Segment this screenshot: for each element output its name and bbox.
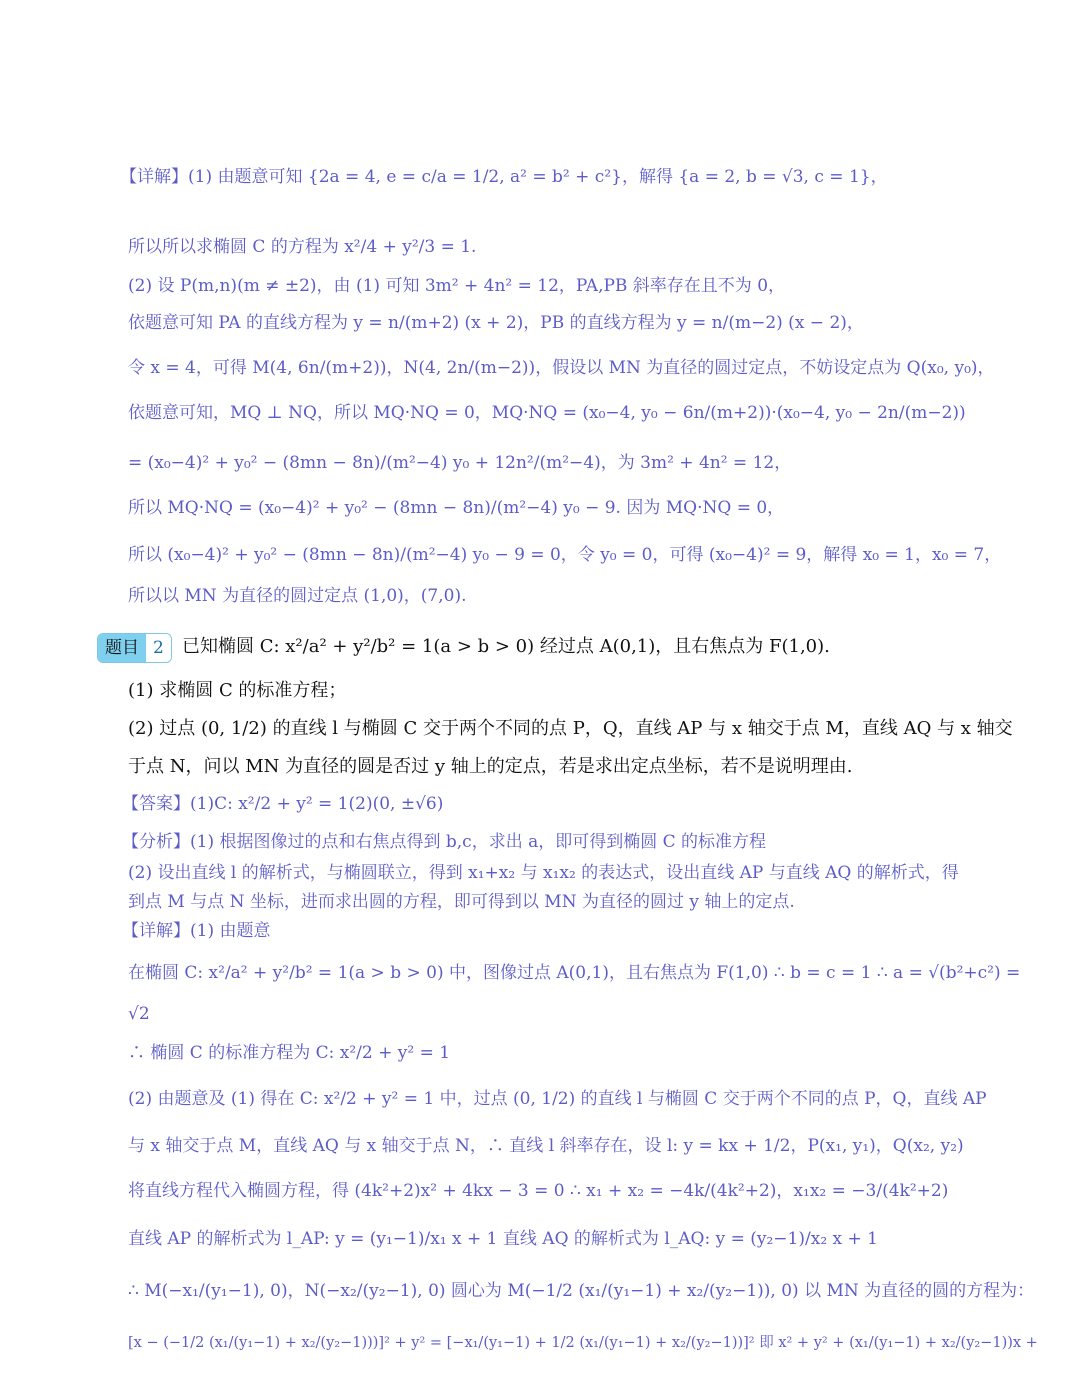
problem-part-2: (2) 过点 (0, 1/2) 的直线 l 与椭圆 C 交于两个不同的点 P，Q，直线 AP 与 x 轴交于点 M，直线 AQ 与 x 轴交: [128, 718, 1013, 739]
problem-part-3: 于点 N，问以 MN 为直径的圆是否过 y 轴上的定点，若是求出定点坐标，若不是说明理由.: [128, 756, 853, 777]
analysis-line-3: 到点 M 与点 N 坐标，进而求出圆的方程，即可得到以 MN 为直径的圆过 y 轴上的定点.: [128, 892, 795, 912]
detail-line-7: 将直线方程代入椭圆方程，得 (4k²+2)x² + 4kx − 3 = 0 ∴ x₁ + x₂ = −4k/(4k²+2)，x₁x₂ = −3/(4k²+2): [128, 1181, 949, 1201]
problem-badge: [97, 633, 172, 663]
solution1-line-10: 所以以 MN 为直径的圆过定点 (1,0)，(7,0).: [128, 586, 467, 606]
detail-line-4: ∴ 椭圆 C 的标准方程为 C: x²/2 + y² = 1: [128, 1043, 451, 1063]
detail-line-5: (2) 由题意及 (1) 得在 C: x²/2 + y² = 1 中，过点 (0, 1/2) 的直线 l 与椭圆 C 交于两个不同的点 P，Q，直线 AP: [128, 1089, 987, 1109]
analysis-line-2: (2) 设出直线 l 的解析式，与椭圆联立，得到 x₁+x₂ 与 x₁x₂ 的表达式，设出直线 AP 与直线 AQ 的解析式，得: [128, 863, 959, 883]
detail-line-6: 与 x 轴交于点 M，直线 AQ 与 x 轴交于点 N，∴ 直线 l 斜率存在，设 l: y = kx + 1/2，P(x₁, y₁)，Q(x₂, y₂): [128, 1136, 964, 1156]
detail-line-8: 直线 AP 的解析式为 l_AP: y = (y₁−1)/x₁ x + 1 直线 AQ 的解析式为 l_AQ: y = (y₂−1)/x₂ x + 1: [128, 1229, 878, 1249]
problem-badge-number: 2: [146, 634, 171, 662]
solution1-line-5: 令 x = 4，可得 M(4, 6n/(m+2))，N(4, 2n/(m−2))，假设以 MN 为直径的圆过定点，不妨设定点为 Q(x₀, y₀)，: [128, 358, 995, 378]
detail-line-9: ∴ M(−x₁/(y₁−1), 0)，N(−x₂/(y₂−1), 0) 圆心为 M(−1/2 (x₁/(y₁−1) + x₂/(y₂−1)), 0) 以 MN 为直径的圆的方程为：: [128, 1281, 1035, 1301]
detail-line-3: √2: [128, 1004, 150, 1024]
detail-line-10: [x − (−1/2 (x₁/(y₁−1) + x₂/(y₂−1)))]² + y² = [−x₁/(y₁−1) + 1/2 (x₁/(y₁−1) + x₂/(y₂−1))]² 即 x² + y² + (x₁/(y₁−1) + x₂/(y₂−1))x +: [128, 1335, 1038, 1351]
problem-badge-label: 题目: [98, 634, 146, 662]
solution1-line-4: 依题意可知 PA 的直线方程为 y = n/(m+2) (x + 2)，PB 的直线方程为 y = n/(m−2) (x − 2)，: [128, 313, 864, 333]
solution1-line-6: 依题意可知，MQ ⊥ NQ，所以 MQ·NQ = 0，MQ·NQ = (x₀−4, y₀ − 6n/(m+2))·(x₀−4, y₀ − 2n/(m−2)): [128, 403, 966, 423]
solution1-line-8: 所以 MQ·NQ = (x₀−4)² + y₀² − (8mn − 8n)/(m²−4) y₀ − 9. 因为 MQ·NQ = 0，: [128, 498, 785, 518]
detail-line-2: 在椭圆 C: x²/a² + y²/b² = 1(a > b > 0) 中，图像过点 A(0,1)，且右焦点为 F(1,0) ∴ b = c = 1 ∴ a = √(b²+c²) =: [128, 963, 1021, 983]
solution1-line-7: = (x₀−4)² + y₀² − (8mn − 8n)/(m²−4) y₀ + 12n²/(m²−4)，为 3m² + 4n² = 12，: [128, 453, 792, 473]
analysis-line-1: 【分析】(1) 根据图像过的点和右焦点得到 b,c，求出 a，即可得到椭圆 C 的标准方程: [122, 832, 767, 852]
problem-part-1: (1) 求椭圆 C 的标准方程；: [128, 680, 347, 701]
solution1-line-3: (2) 设 P(m,n)(m ≠ ±2)，由 (1) 可知 3m² + 4n² = 12，PA,PB 斜率存在且不为 0，: [128, 276, 786, 296]
solution1-line-1: 【详解】(1) 由题意可知 {2a = 4, e = c/a = 1/2, a² = b² + c²}，解得 {a = 2, b = √3, c = 1}，: [120, 167, 888, 187]
detail-line-1: 【详解】(1) 由题意: [122, 921, 271, 941]
solution1-line-2: 所以所以求椭圆 C 的方程为 x²/4 + y²/3 = 1.: [128, 237, 477, 257]
solution1-line-9: 所以 (x₀−4)² + y₀² − (8mn − 8n)/(m²−4) y₀ − 9 = 0，令 y₀ = 0，可得 (x₀−4)² = 9，解得 x₀ = 1，x₀ = 7，: [128, 545, 1002, 565]
answer-line: 【答案】(1)C: x²/2 + y² = 1(2)(0, ±√6): [122, 794, 444, 814]
problem-statement: 已知椭圆 C: x²/a² + y²/b² = 1(a > b > 0) 经过点 A(0,1)，且右焦点为 F(1,0).: [182, 636, 830, 657]
